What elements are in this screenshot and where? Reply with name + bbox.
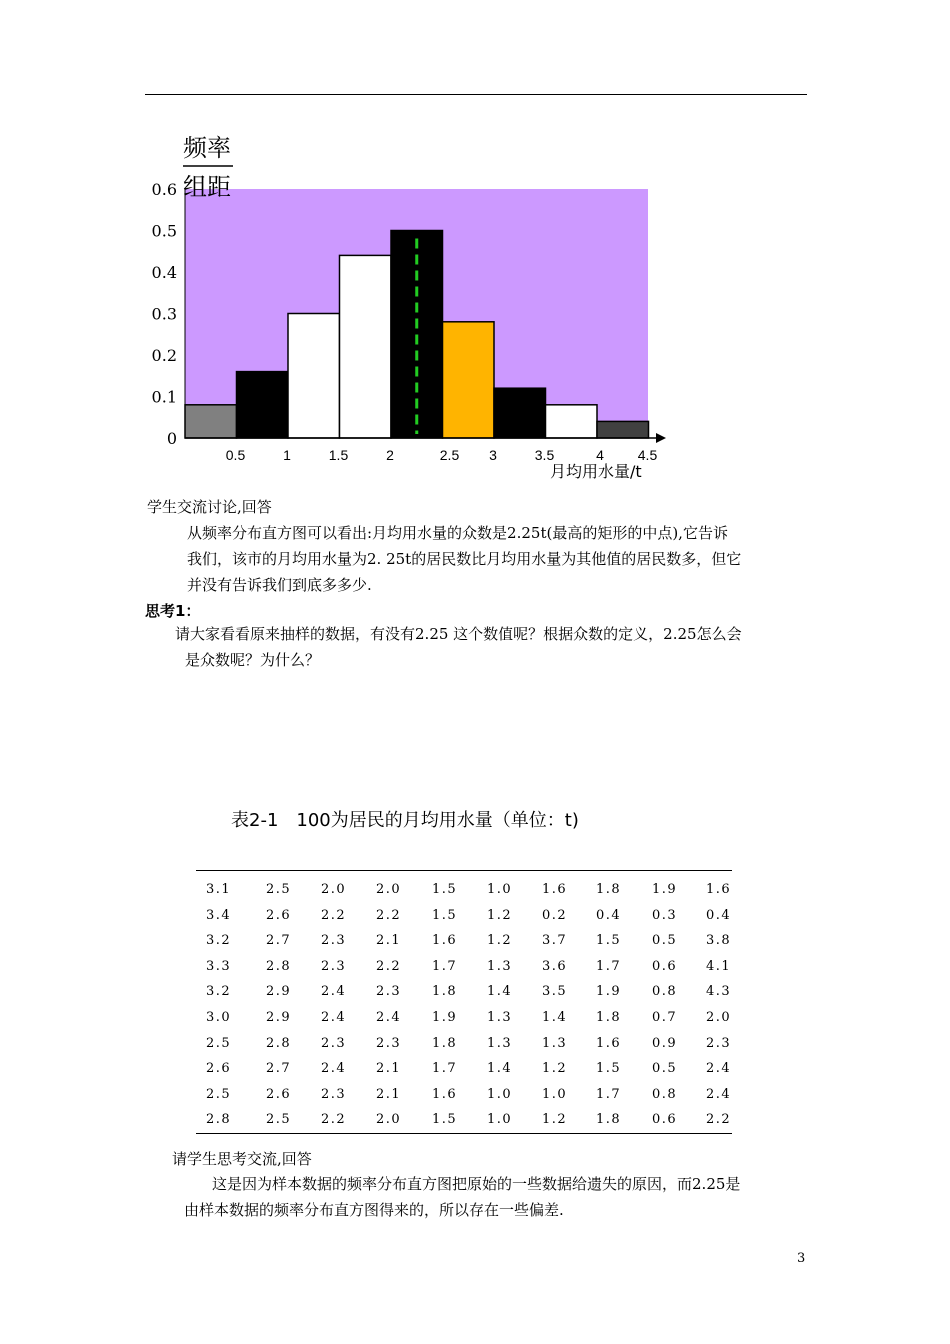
table-cell: 1.8 xyxy=(432,1035,458,1051)
x-tick-label: 2 xyxy=(386,447,394,463)
table-cell: 2.2 xyxy=(376,958,402,974)
table-cell: 0.9 xyxy=(652,1035,678,1051)
table-cell: 2.5 xyxy=(266,1112,292,1128)
table-cell: 1.5 xyxy=(596,1061,622,1077)
x-tick-label: 3 xyxy=(489,447,497,463)
table-cell: 1.4 xyxy=(487,1061,513,1077)
discussion-label: 学生交流讨论,回答 xyxy=(147,498,272,516)
histogram-bar xyxy=(340,255,392,438)
table-row xyxy=(196,933,732,959)
table-cell: 2.2 xyxy=(376,907,402,923)
table-cell: 1.8 xyxy=(596,1009,622,1025)
table-cell: 2.3 xyxy=(321,958,347,974)
table-cell: 1.5 xyxy=(432,882,458,897)
table-cell: 2.5 xyxy=(206,1035,232,1051)
table-cell: 1.6 xyxy=(706,882,732,897)
table-cell: 1.7 xyxy=(432,958,458,974)
table-cell: 1.8 xyxy=(596,882,622,897)
table-cell: 2.3 xyxy=(376,984,402,1000)
table-row xyxy=(196,1036,732,1062)
table-cell: 0.5 xyxy=(652,933,678,949)
table-cell: 2.5 xyxy=(266,882,292,897)
table-cell: 1.2 xyxy=(487,933,513,949)
table-cell: 2.3 xyxy=(706,1035,732,1051)
table-cell: 1.7 xyxy=(432,1061,458,1077)
table-cell: 1.5 xyxy=(432,1112,458,1128)
y-tick-label: 0.2 xyxy=(151,346,177,365)
table-cell: 0.8 xyxy=(652,984,678,1000)
table-cell: 2.4 xyxy=(321,984,347,1000)
table-row xyxy=(196,882,732,908)
table-cell: 0.8 xyxy=(652,1086,678,1102)
table-cell: 2.3 xyxy=(321,933,347,949)
data-table xyxy=(196,882,732,1138)
table-cell: 1.6 xyxy=(432,1086,458,1102)
think-paragraph xyxy=(175,621,742,673)
think-line: 请大家看看原来抽样的数据，有没有2.25 这个数值呢？根据众数的定义，2.25怎么会 xyxy=(175,625,742,643)
table-cell: 1.3 xyxy=(487,1035,513,1051)
table-cell: 2.0 xyxy=(376,1112,402,1128)
table-row xyxy=(196,1010,732,1036)
page-number: 3 xyxy=(797,1251,806,1266)
table-caption xyxy=(231,806,579,832)
table-cell: 2.1 xyxy=(376,1061,402,1077)
table-cell: 2.8 xyxy=(266,1035,292,1051)
think-heading: 思考1： xyxy=(145,602,201,620)
table-cell: 2.4 xyxy=(376,1009,402,1025)
ylabel-numerator: 频率 xyxy=(183,134,231,162)
table-cell: 2.1 xyxy=(376,933,402,949)
answer-line: 这是因为样本数据的频率分布直方图把原始的一些数据给遗失的原因，而2.25是 xyxy=(212,1175,741,1193)
table-cell: 1.3 xyxy=(542,1035,568,1051)
table-cell: 3.7 xyxy=(542,933,568,949)
discussion-line: 我们，该市的月均用水量为2. 25t的居民数比月均用水量为其他值的居民数多，但它 xyxy=(187,550,742,568)
table-cell: 1.3 xyxy=(487,1009,513,1025)
table-cell: 3.3 xyxy=(206,958,232,974)
table-cell: 1.4 xyxy=(487,984,513,1000)
table-title: 100为居民的月均用水量（单位：t) xyxy=(296,810,579,831)
table-cell: 3.2 xyxy=(206,933,232,949)
histogram-bar xyxy=(597,421,649,438)
table-cell: 2.8 xyxy=(266,958,292,974)
table-cell: 4.3 xyxy=(706,984,732,1000)
discussion-line: 并没有告诉我们到底多多少. xyxy=(187,576,372,594)
table-cell: 1.8 xyxy=(432,984,458,1000)
discussion-line: 从频率分布直方图可以看出:月均用水量的众数是2.25t(最高的矩形的中点),它告诉 xyxy=(187,524,728,542)
table-cell: 2.1 xyxy=(376,1086,402,1102)
table-cell: 2.0 xyxy=(376,882,402,897)
table-row xyxy=(196,984,732,1010)
table-cell: 2.4 xyxy=(321,1061,347,1077)
table-cell: 4.1 xyxy=(706,958,732,974)
table-cell: 2.3 xyxy=(376,1035,402,1051)
table-cell: 2.2 xyxy=(321,1112,347,1128)
table-cell: 0.7 xyxy=(652,1009,678,1025)
table-cell: 2.6 xyxy=(206,1061,232,1077)
table-cell: 1.6 xyxy=(542,882,568,897)
table-cell: 2.7 xyxy=(266,1061,292,1077)
table-cell: 1.8 xyxy=(596,1112,622,1128)
x-tick-label: 2.5 xyxy=(439,447,460,463)
table-cell: 1.0 xyxy=(487,1086,513,1102)
table-cell: 3.6 xyxy=(542,958,568,974)
table-cell: 1.9 xyxy=(652,882,678,897)
table-cell: 0.2 xyxy=(542,907,568,923)
table-cell: 1.2 xyxy=(542,1112,568,1128)
ylabel-denominator: 组距 xyxy=(183,173,231,201)
histogram-bar xyxy=(237,372,289,438)
table-cell: 0.6 xyxy=(652,1112,678,1128)
answer-label: 请学生思考交流,回答 xyxy=(172,1150,312,1168)
table-cell: 3.2 xyxy=(206,984,232,1000)
x-axis-label: 月均用水量/t xyxy=(550,462,642,481)
table-cell: 2.9 xyxy=(266,1009,292,1025)
table-bottom-rule xyxy=(196,1133,732,1134)
think-line: 是众数呢？为什么？ xyxy=(185,651,321,669)
y-tick-label: 0.4 xyxy=(151,263,177,282)
table-cell: 1.5 xyxy=(432,907,458,923)
table-cell: 2.6 xyxy=(266,907,292,923)
histogram-bar xyxy=(443,322,495,438)
table-cell: 2.3 xyxy=(321,1086,347,1102)
histogram-chart xyxy=(0,0,950,500)
table-cell: 2.2 xyxy=(321,907,347,923)
table-cell: 1.6 xyxy=(596,1035,622,1051)
table-cell: 2.4 xyxy=(706,1086,732,1102)
x-axis-arrow xyxy=(656,433,666,443)
table-top-rule xyxy=(196,870,732,871)
table-cell: 2.0 xyxy=(321,882,347,897)
histogram-bar xyxy=(288,314,340,439)
histogram-bar xyxy=(494,388,546,438)
table-cell: 2.3 xyxy=(321,1035,347,1051)
table-cell: 2.0 xyxy=(706,1009,732,1025)
table-cell: 3.1 xyxy=(206,882,232,897)
table-cell: 1.0 xyxy=(542,1086,568,1102)
table-row xyxy=(196,908,732,934)
table-cell: 2.4 xyxy=(321,1009,347,1025)
table-cell: 1.3 xyxy=(487,958,513,974)
table-cell: 1.7 xyxy=(596,1086,622,1102)
table-cell: 1.7 xyxy=(596,958,622,974)
discussion-paragraph xyxy=(187,520,741,598)
y-tick-label: 0.1 xyxy=(151,387,177,407)
table-row xyxy=(196,1061,732,1087)
table-cell: 1.9 xyxy=(596,984,622,1000)
table-label: 表2-1 xyxy=(231,810,279,831)
answer-line: 由样本数据的频率分布直方图得来的，所以存在一些偏差. xyxy=(184,1201,564,1219)
table-cell: 3.4 xyxy=(206,907,232,923)
table-cell: 1.2 xyxy=(542,1061,568,1077)
table-cell: 0.6 xyxy=(652,958,678,974)
y-tick-label: 0 xyxy=(166,429,177,448)
x-tick-label: 1 xyxy=(283,447,291,463)
x-tick-label: 4 xyxy=(596,447,604,463)
table-row xyxy=(196,1112,732,1138)
table-cell: 0.4 xyxy=(596,907,622,923)
table-cell: 2.9 xyxy=(266,984,292,1000)
table-cell: 0.4 xyxy=(706,907,732,923)
table-cell: 1.4 xyxy=(542,1009,568,1025)
table-cell: 1.9 xyxy=(432,1009,458,1025)
table-cell: 0.5 xyxy=(652,1061,678,1077)
table-cell: 2.7 xyxy=(266,933,292,949)
table-cell: 2.2 xyxy=(706,1112,732,1128)
x-tick-label: 4.5 xyxy=(637,447,658,463)
x-tick-label: 1.5 xyxy=(328,447,349,463)
table-cell: 2.6 xyxy=(266,1086,292,1102)
table-cell: 1.0 xyxy=(487,1112,513,1128)
x-tick-label: 3.5 xyxy=(534,447,555,463)
y-tick-label: 0.6 xyxy=(151,180,177,199)
table-cell: 3.8 xyxy=(706,933,732,949)
table-cell: 2.8 xyxy=(206,1112,232,1128)
histogram-bar xyxy=(546,405,598,438)
table-row xyxy=(196,959,732,985)
table-cell: 3.0 xyxy=(206,1009,232,1025)
table-cell: 0.3 xyxy=(652,907,678,923)
table-cell: 1.0 xyxy=(487,882,513,897)
y-tick-label: 0.5 xyxy=(151,221,177,241)
table-cell: 1.6 xyxy=(432,933,458,949)
table-cell: 3.5 xyxy=(542,984,568,1000)
table-row xyxy=(196,1087,732,1113)
table-cell: 2.5 xyxy=(206,1086,232,1102)
table-cell: 1.5 xyxy=(596,933,622,949)
table-cell: 1.2 xyxy=(487,907,513,923)
histogram-bar xyxy=(185,405,237,438)
answer-paragraph xyxy=(184,1171,741,1223)
table-cell: 2.4 xyxy=(706,1061,732,1077)
x-tick-label: 0.5 xyxy=(225,447,246,463)
y-tick-label: 0.3 xyxy=(151,304,177,324)
